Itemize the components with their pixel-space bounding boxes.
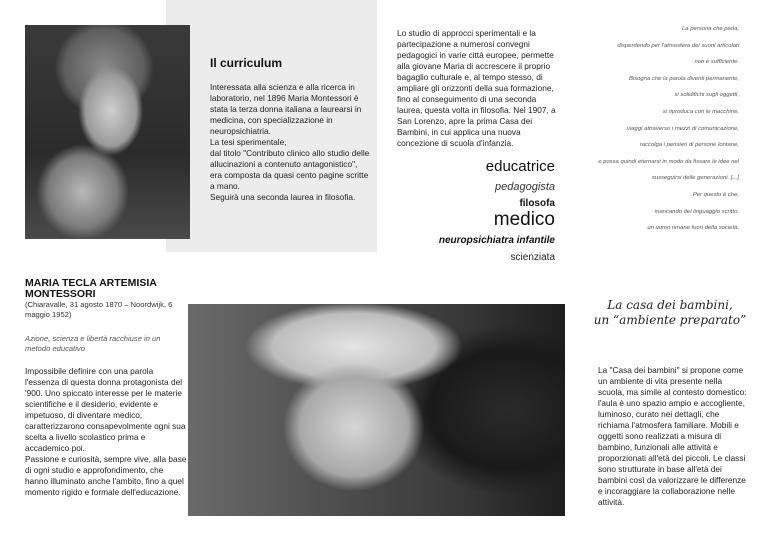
bio-paragraph: Passione e curiosità, sempre vive, alla base di ogni studio e approfondimento, che hanno illuminato anche l'ambito, fino a quel momento rigido e formale dell'educazione. <box>25 454 187 497</box>
casa-title-line: un “ambiente preparato” <box>593 313 747 327</box>
quote-line: raccolga i pensieri di persone lontane, <box>639 142 739 149</box>
curriculum-paragraph: dal titolo "Contributo clinico allo studio delle allucinazioni a contenuto antagonistico", era composta da quasi cento pagine scritte a mano. <box>210 148 370 191</box>
quote-line: e possa quindi eternarsi in modo da fissare le idee nel <box>598 158 739 165</box>
quote-line: si riproduca con le macchine, <box>662 108 739 115</box>
role-filosofa: filosofa <box>519 198 555 209</box>
role-neuropsichiatra: neuropsichiatra infantile <box>438 235 555 246</box>
bio-paragraph: Impossibile definire con una parola l'essenza di questa donna protagonista del '900. Uno spiccato interesse per le materie scientifiche e il desiderio, evidente e impetuoso, di diventare medico, caratterizzarono consapevolmente ogni sua scelta a livello scolastico prima e accademico poi. <box>25 366 186 453</box>
casa-title <box>590 298 750 328</box>
portrait-photo-closeup <box>188 304 565 516</box>
quote-line: disperdendo per l'atmosfera dei suoni articolati <box>617 42 739 49</box>
quote-line: Per questo è che, <box>692 191 739 198</box>
curriculum-paragraph: Seguirà una seconda laurea in filosofia. <box>210 192 356 202</box>
quote-block <box>569 24 739 240</box>
role-scienziata: scienziata <box>510 252 555 263</box>
casa-text: La "Casa dei bambini" si propone come un ambiente di vita presente nella scuola, ma simile al contesto domestico: l'aula è uno spazio ampio e accogliente, luminoso, curato nei dettagli, che richiama l'atmosfera familiare. Mobili e oggetti sono realizzati a misura di bambino, funzionali alle attività e proporzionati all'età dei piccoli. Le classi sono strutturate in base all'età dei bambini così da valorizzare le differenze e incoraggiare la collaborazione nelle attività. <box>598 365 747 507</box>
portrait-photo-thinking <box>25 25 190 239</box>
role-medico: medico <box>493 209 555 230</box>
quote-line: si solidifichi sugli oggetti, <box>674 92 739 99</box>
quote-line: un uomo rimane fuori della società. <box>647 225 739 232</box>
quote-line: non è sufficiente. <box>694 59 739 66</box>
bio-text <box>25 366 187 498</box>
curriculum-text <box>210 82 370 203</box>
curriculum-title: Il curriculum <box>210 56 283 70</box>
studies-text: Lo studio di approcci sperimentali e la partecipazione a numerosi convegni pedagogici in varie città europee, permette alla giovane Maria di accrescere il proprio bagaglio culturale e, al tempo stesso, di ampliare gli orizzonti della sua formazione, fino al conseguimento di una seconda laurea, questa volta in filosofia. Nel 1907, a San Lorenzo, apre la prima Casa dei Bambini, in cui applica una nuova concezione di scuola d'infanzia. <box>397 28 556 148</box>
quote-line: Bisogna che la parola diventi permanente, <box>628 75 739 82</box>
quote-line: mancando del linguaggio scritto, <box>654 208 739 215</box>
quote-line: viaggi attraverso i mezzi di comunicazione, <box>627 125 739 132</box>
bio-subtitle: Azione, scienza e libertà racchiuse in un metodo educativo <box>25 334 161 353</box>
casa-title-line: La casa dei bambini, <box>607 298 733 312</box>
role-educatrice: educatrice <box>485 158 555 175</box>
birth-death-dates: (Chiaravalle, 31 agosto 1870 – Noordwijk, 6 maggio 1952) <box>25 300 173 319</box>
curriculum-paragraph: Interessata alla scienza e alla ricerca in laboratorio, nel 1896 Maria Montessori è stata la terza donna italiana a laurearsi in medicina, con specializzazione in neuropsichiatria. <box>210 82 362 136</box>
quote-line: susseguirsi delle generazioni. [...] <box>651 175 739 182</box>
curriculum-paragraph: La tesi sperimentale, <box>210 137 287 147</box>
role-pedagogista: pedagogista <box>495 181 555 193</box>
person-name: MARIA TECLA ARTEMISIA MONTESSORI <box>25 277 157 300</box>
quote-line: La persona che parla, <box>682 26 739 32</box>
